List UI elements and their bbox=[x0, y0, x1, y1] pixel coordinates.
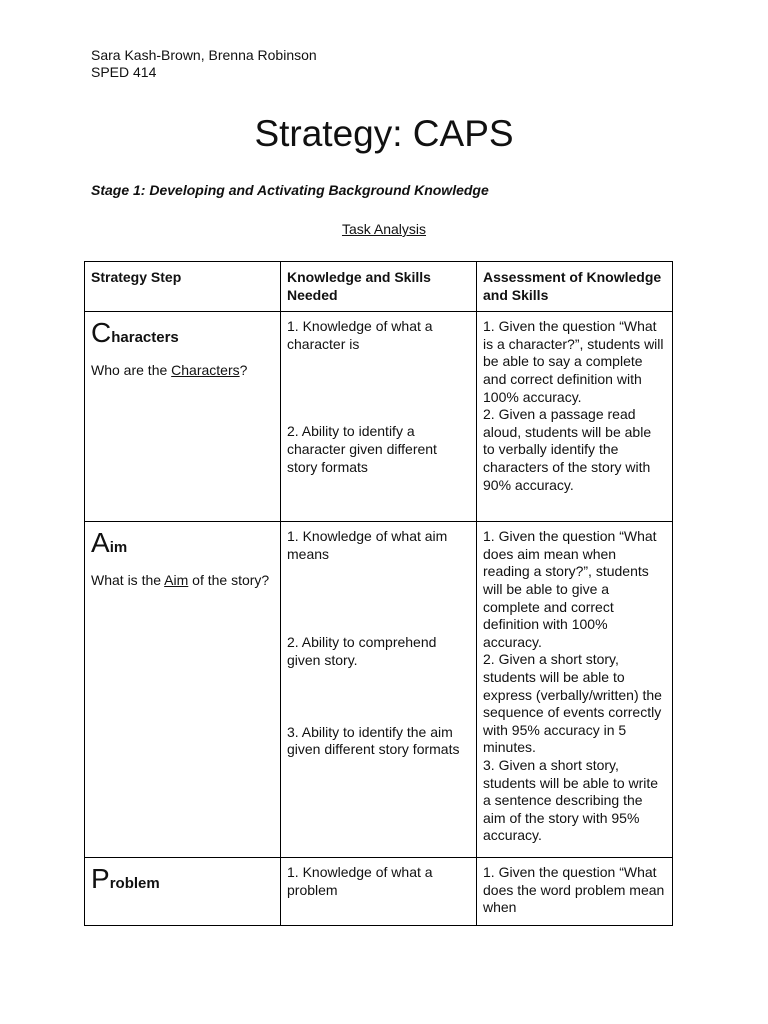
assessment-item: 3. Given a short story, students will be able to write a sentence describing the aim of the story with 95% accuracy. bbox=[483, 756, 659, 844]
strategy-step-cell bbox=[85, 522, 281, 858]
knowledge-cell bbox=[281, 522, 477, 858]
assessment-cell bbox=[477, 312, 673, 522]
step-question bbox=[91, 572, 274, 590]
assessment-item: 2. Given a short story, students will be able to express (verbally/written) the sequence of events correctly with 95% accuracy in 5 minutes. bbox=[483, 651, 662, 756]
question-keyword: Aim bbox=[164, 572, 189, 589]
knowledge-item: 2. Ability to identify a character given different story formats bbox=[287, 423, 437, 475]
assessment-item: 1. Given the question “What is a character?”, students will be able to say a complete and correct definition with 100% accuracy. bbox=[483, 318, 664, 405]
question-text: What is the bbox=[91, 572, 165, 589]
step-name-characters bbox=[91, 318, 274, 348]
step-initial-letter: C bbox=[91, 317, 112, 349]
assessment-item: 1. Given the question “What does the word problem mean when bbox=[483, 864, 665, 916]
course-code: SPED 414 bbox=[91, 64, 157, 80]
step-initial-letter: P bbox=[91, 863, 110, 895]
knowledge-cell bbox=[281, 312, 477, 522]
knowledge-item: 2. Ability to comprehend given story. bbox=[287, 634, 437, 668]
step-name-aim bbox=[91, 528, 274, 558]
step-initial-letter: A bbox=[91, 527, 110, 559]
assessment-item: 2. Given a passage read aloud, students will be able to verbally identify the characters of the story with 90% accuracy. bbox=[483, 406, 652, 493]
header-knowledge-skills: Knowledge and Skills Needed bbox=[281, 262, 477, 312]
author-names: Sara Kash-Brown, Brenna Robinson bbox=[91, 47, 317, 63]
strategy-step-cell bbox=[85, 312, 281, 522]
question-text: Who are the bbox=[91, 362, 172, 379]
knowledge-cell bbox=[281, 858, 477, 926]
task-analysis-table bbox=[84, 261, 673, 926]
question-text-end: of the story? bbox=[188, 572, 270, 589]
page-title: Strategy: CAPS bbox=[254, 113, 514, 154]
assessment-cell bbox=[477, 522, 673, 858]
task-analysis-heading: Task Analysis bbox=[341, 221, 427, 237]
question-keyword: Characters bbox=[171, 362, 240, 379]
stage-heading: Stage 1: Developing and Activating Background Knowledge bbox=[91, 182, 489, 198]
knowledge-item: 1. Knowledge of what a problem bbox=[287, 864, 433, 898]
step-rest-letters: im bbox=[109, 539, 128, 557]
header-strategy-step: Strategy Step bbox=[85, 262, 281, 312]
knowledge-item: 1. Knowledge of what aim means bbox=[287, 528, 448, 562]
header-assessment: Assessment of Knowledge and Skills bbox=[477, 262, 673, 312]
knowledge-item: 1. Knowledge of what a character is bbox=[287, 318, 433, 352]
knowledge-item: 3. Ability to identify the aim given different story formats bbox=[287, 723, 460, 758]
table-row-problem bbox=[85, 858, 673, 926]
strategy-step-cell bbox=[85, 858, 281, 926]
assessment-cell bbox=[477, 858, 673, 926]
question-text-end: ? bbox=[239, 362, 248, 379]
table-row-aim bbox=[85, 522, 673, 858]
table-row-characters bbox=[85, 312, 673, 522]
assessment-item: 1. Given the question “What does aim mean when reading a story?”, students will be able to give a complete and correct definition with 100% accuracy. bbox=[483, 528, 657, 650]
step-rest-letters: haracters bbox=[111, 329, 179, 347]
table-header-row bbox=[85, 262, 673, 312]
step-rest-letters: roblem bbox=[109, 875, 160, 893]
step-question bbox=[91, 362, 274, 380]
step-name-problem bbox=[91, 864, 274, 894]
